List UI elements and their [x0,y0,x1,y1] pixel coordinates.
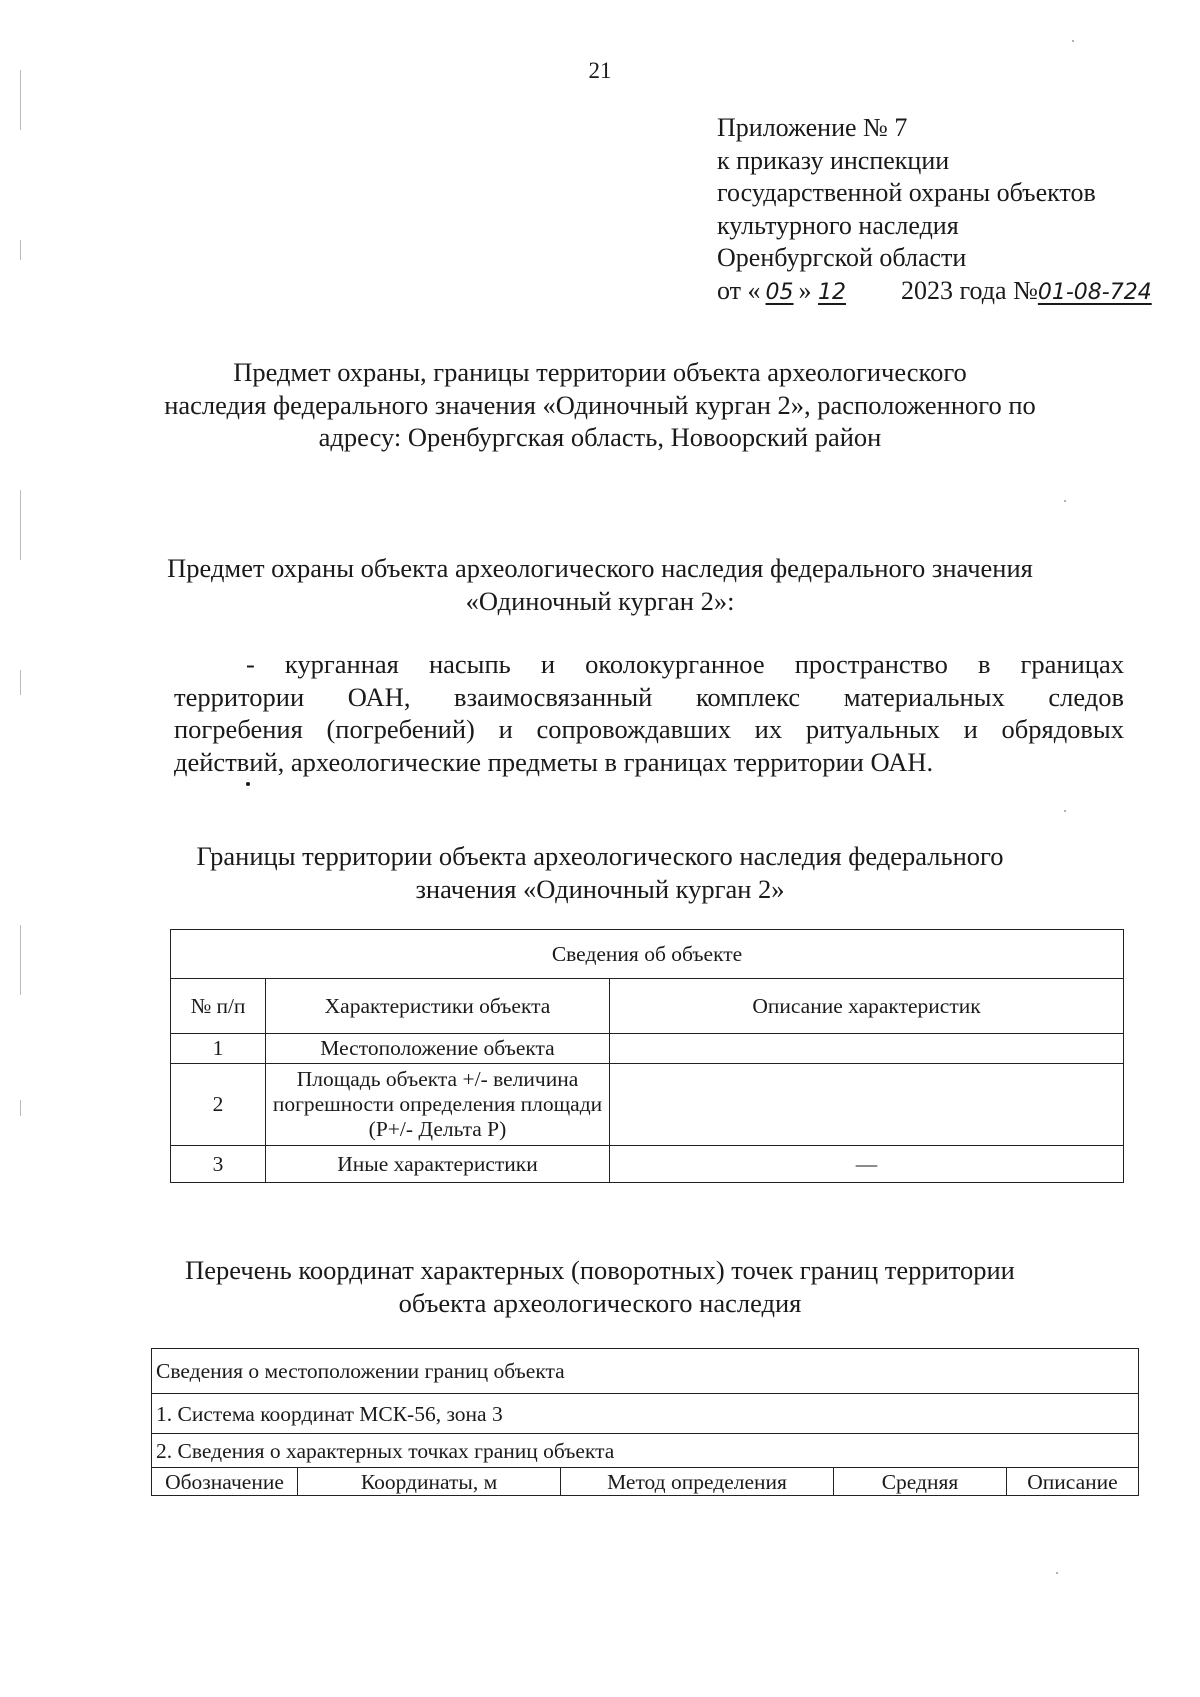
coordinates-table [151,1348,1139,1496]
appendix-block [717,112,1166,309]
appendix-line: культурного наследия [717,210,959,240]
column-header: Характеристики объекта [266,979,610,1034]
handwritten-order-number: 01-08-724 [1037,279,1152,305]
coordinates-heading [0,1254,1200,1319]
row-number: 2 [171,1064,266,1146]
column-header: Описание [1007,1468,1139,1496]
scan-margin-mark [20,670,21,695]
protection-subject-heading [0,552,1200,617]
scan-speck [1072,40,1074,42]
table-row-coordinate-system: 1. Система координат МСК-56, зона 3 [152,1394,1139,1434]
text-line: действий, археологические предметы в границах территории ОАН. [174,746,934,777]
appendix-line: Оренбургской области [717,243,967,272]
table-caption: Сведения об объекте [171,930,1124,979]
protection-subject-text [174,648,1124,778]
scan-speck [1056,1572,1058,1574]
table-row [171,1146,1124,1183]
scan-margin-mark [20,490,21,560]
column-header: Обозначение [152,1468,298,1496]
scan-speck [1064,810,1066,812]
boundaries-heading [0,840,1200,905]
date-mid: » [798,275,812,305]
column-header: Средняя [834,1468,1007,1496]
appendix-line: Приложение № 7 [717,113,908,142]
text-line: - курганная насыпь и околокурганное пространство в границах [246,649,1124,679]
date-prefix: от « [717,275,761,305]
row-number: 3 [171,1146,266,1183]
appendix-line: к приказу инспекции [717,145,950,175]
title-line: Предмет охраны, границы территории объекта археологического [233,357,967,387]
column-header: Описание характеристик [610,979,1124,1034]
text-line: погребения (погребений) и сопровождавших их ритуальных и обрядовых [174,714,1124,744]
scan-margin-mark [20,925,21,995]
column-header: № п/п [171,979,266,1034]
row-number: 1 [171,1034,266,1064]
row-characteristic: Местоположение объекта [266,1034,610,1064]
column-header: Метод определения [561,1468,834,1496]
row-characteristic: Площадь объекта +/- величина погрешности определения площади (P+/- Дельта P) [266,1064,610,1146]
table-row-location: Сведения о местоположении границ объекта [152,1349,1139,1394]
title-line: наследия федерального значения «Одиночный курган 2», расположенного по [164,389,1036,420]
heading-line: объекта археологического наследия [398,1287,802,1318]
appendix-date-line [717,275,1166,310]
appendix-line: государственной охраны объектов [717,178,1096,207]
handwritten-month: 12 [818,279,847,305]
page-number: 21 [588,58,612,83]
row-description [610,1064,1124,1146]
object-info-table [170,929,1124,1183]
scan-margin-mark [20,1100,21,1116]
scan-margin-mark [20,240,21,260]
row-characteristic: Иные характеристики [266,1146,610,1183]
heading-line: значения «Одиночный курган 2» [415,873,785,904]
handwritten-day: 05 [765,279,794,305]
table-row [171,1064,1124,1146]
row-description: — [610,1146,1124,1183]
table-row-points-info: 2. Сведения о характерных точках границ объекта [152,1434,1139,1468]
document-title [0,356,1200,454]
row-description [610,1034,1124,1064]
table-row [171,1034,1124,1064]
heading-line: Границы территории объекта археологического наследия федерального [196,841,1004,871]
heading-line: Предмет охраны объекта археологического наследия федерального значения [167,553,1033,583]
heading-line: «Одиночный курган 2»: [465,585,735,616]
scan-speck [1064,500,1066,502]
title-line: адресу: Оренбургская область, Новоорский район [318,422,882,452]
heading-line: Перечень координат характерных (поворотных) точек границ территории [185,1255,1015,1285]
column-header: Координаты, м [298,1468,561,1496]
text-line: территории ОАН, взаимосвязанный комплекс материальных следов [174,681,1124,712]
stray-dot [246,782,250,786]
date-year: 2023 года № [901,275,1038,305]
